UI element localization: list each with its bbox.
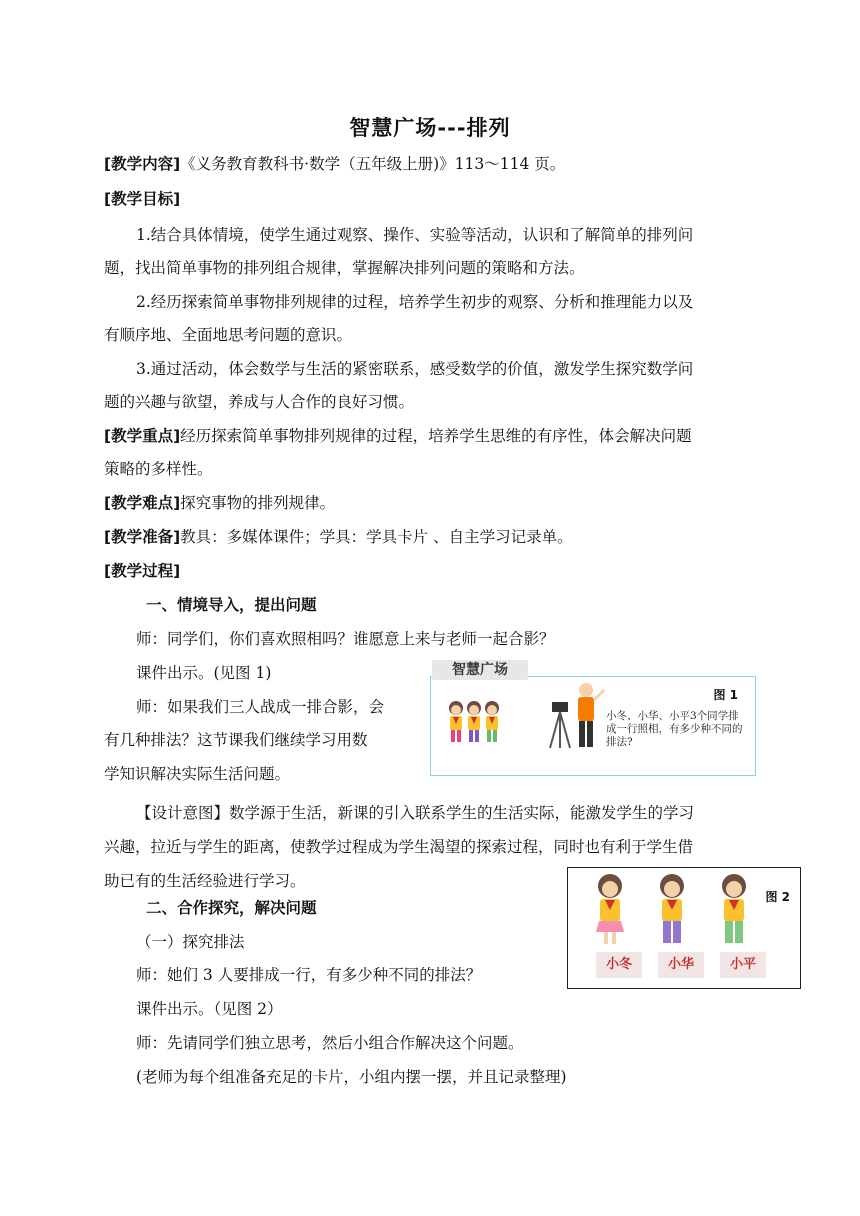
content-label: [教学内容]: [104, 155, 181, 173]
goal-line-3: 2.经历探索简单事物排列规律的过程，培养学生初步的观察、分析和推理能力以及: [136, 293, 694, 311]
design-line-1: 【设计意图】数学源于生活，新课的引入联系学生的生活实际，能激发学生的学习: [136, 804, 695, 822]
s1-line-2: 课件出示。(见图 1): [136, 664, 272, 682]
s1-line-5: 学知识解决实际生活问题。: [104, 765, 291, 783]
figure-2-illustration: [588, 872, 778, 952]
s2-line-3: 师：先请同学们独立思考，然后小组合作解决这个问题。: [136, 1034, 524, 1052]
name-card-1: 小冬: [596, 952, 642, 978]
camera-tripod-icon: [550, 702, 570, 748]
goals-label: [教学目标]: [104, 190, 181, 208]
girl-1-icon: [596, 874, 624, 944]
figure-1-banner: 智慧广场: [432, 660, 528, 680]
s1-line-1: 师：同学们，你们喜欢照相吗？谁愿意上来与老师一起合影？: [136, 630, 555, 648]
keypoint-text-1: 经历探索简单事物排列规律的过程，培养学生思维的有序性，体会解决问题: [180, 427, 692, 445]
keypoint-line: [104, 425, 692, 447]
difficulty-label: [教学难点]: [104, 494, 181, 512]
goal-line-5: 3.通过活动，体会数学与生活的紧密联系，感受数学的价值，激发学生探究数学问: [136, 360, 694, 378]
teacher-icon: [578, 683, 604, 747]
page-title: 智慧广场---排列: [349, 116, 511, 140]
design-line-3: 助已有的生活经验进行学习。: [104, 872, 306, 890]
content-line: [104, 153, 565, 175]
figure-2: [567, 867, 801, 989]
figure-1-illustration: [440, 680, 610, 772]
preparation-label: [教学准备]: [104, 528, 181, 546]
difficulty-text: 探究事物的排列规律。: [180, 494, 336, 512]
preparation-line: [104, 526, 573, 548]
figure-1-caption: 小冬、小华、小平3个同学排成一行照相，有多少种不同的排法?: [606, 710, 743, 748]
section-2-heading: 二、合作探究，解决问题: [146, 899, 317, 917]
process-label: [教学过程]: [104, 562, 181, 580]
goal-line-1: 1.结合具体情境，使学生通过观察、操作、实验等活动，认识和了解简单的排列问: [136, 226, 694, 244]
s1-line-3: 师：如果我们三人战成一排合影，会: [136, 698, 385, 716]
name-card-2: 小华: [658, 952, 704, 978]
s1-line-4: 有几种排法？这节课我们继续学习用数: [104, 731, 368, 749]
figure-2-label: 图 2: [765, 890, 790, 904]
figure-1-label: 图 1: [713, 688, 738, 702]
design-line-2: 兴趣，拉近与学生的距离，使教学过程成为学生渴望的探索过程，同时也有利于学生借: [104, 838, 694, 856]
sub-heading-1: （一）探究排法: [136, 933, 245, 951]
girl-2-icon: [660, 874, 684, 943]
children-group-icon: [449, 701, 499, 742]
name-card-3: 小平: [720, 952, 766, 978]
preparation-text: 教具：多媒体课件；学具：学具卡片 、自主学习记录单。: [180, 528, 573, 546]
s2-line-1: 师：她们 3 人要排成一行，有多少种不同的排法？: [136, 966, 482, 984]
keypoint-label: [教学重点]: [104, 427, 181, 445]
keypoint-text-2: 策略的多样性。: [104, 460, 213, 478]
difficulty-line: [104, 492, 335, 514]
figure-1: [430, 660, 756, 776]
s2-line-2: 课件出示。（见图 2）: [136, 1000, 283, 1018]
section-1-heading: 一、情境导入，提出问题: [146, 596, 317, 614]
girl-3-icon: [722, 874, 746, 943]
s2-line-4: (老师为每个组准备充足的卡片，小组内摆一摆，并且记录整理): [136, 1068, 567, 1086]
goal-line-4: 有顺序地、全面地思考问题的意识。: [104, 326, 353, 344]
content-text: 《义务教育教科书·数学（五年级上册)》113～114 页。: [180, 155, 566, 173]
goal-line-6: 题的兴趣与欲望，养成与人合作的良好习惯。: [104, 393, 415, 411]
goal-line-2: 题，找出简单事物的排列组合规律，掌握解决排列问题的策略和方法。: [104, 259, 585, 277]
